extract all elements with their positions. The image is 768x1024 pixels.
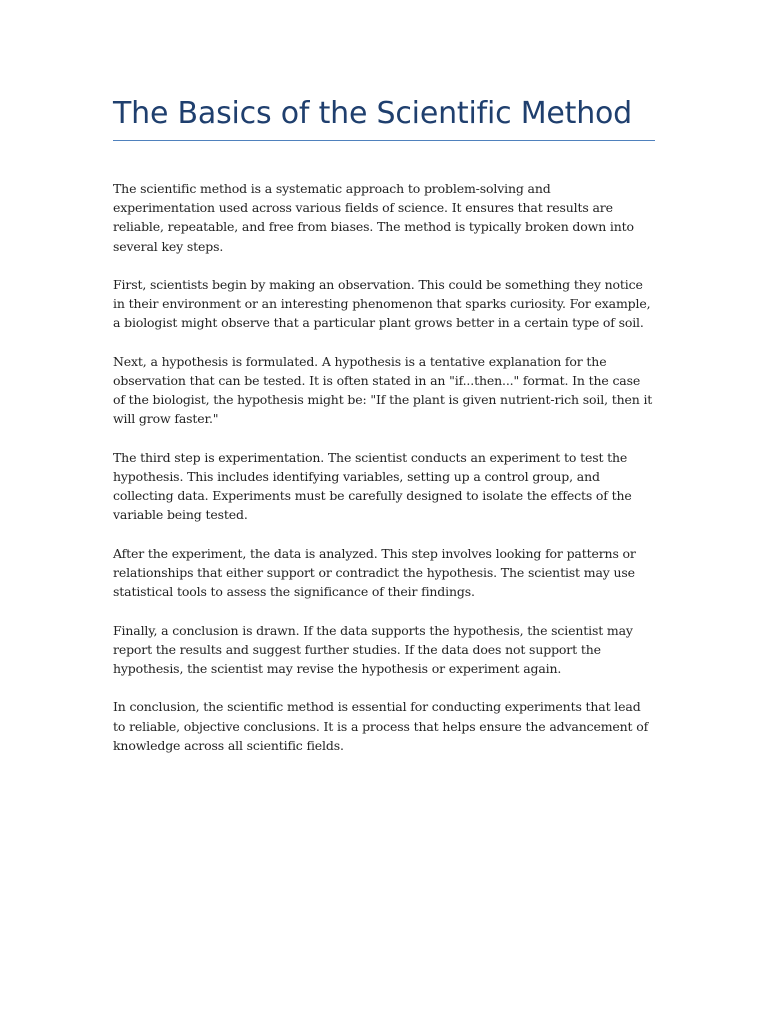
- document-body: [113, 179, 655, 755]
- paragraph-experimentation: The third step is experimentation. The scientist conducts an experiment to test the hypothesis. This includes identifying variables, setting up a control group, and collecting data. Experiments must be carefully designed to isolate the effects of the variable being tested.: [113, 449, 632, 523]
- title-underline: [113, 140, 655, 141]
- paragraph-summary: In conclusion, the scientific method is essential for conducting experiments that lead to reliable, objective conclusions. It is a process that helps ensure the advancement of knowledge across all scientific fields.: [113, 699, 649, 753]
- paragraph-analysis: After the experiment, the data is analyzed. This step involves looking for patterns or relationships that either support or contradict the hypothesis. The scientist may use statistical tools to assess the significance of their findings.: [113, 545, 636, 600]
- document-title: The Basics of the Scientific Method: [113, 96, 633, 131]
- paragraph-intro: The scientific method is a systematic approach to problem-solving and experimentation used across various fields of science. It ensures that results are reliable, repeatable, and free from biases. The method is typically broken down into several key steps.: [113, 181, 634, 254]
- paragraph-hypothesis: Next, a hypothesis is formulated. A hypothesis is a tentative explanation for the observation that can be tested. It is often stated in an "if...then..." format. In the case of the biologist, the hypothesis might be: "If the plant is given nutrient-rich soil, then it will grow faster.": [113, 353, 653, 427]
- document-page: [113, 92, 655, 774]
- paragraph-observation: First, scientists begin by making an observation. This could be something they notice in their environment or an interesting phenomenon that sparks curiosity. For example, a biologist might observe that a particular plant grows better in a certain type of soil.: [113, 277, 651, 331]
- paragraph-conclusion-step: Finally, a conclusion is drawn. If the data supports the hypothesis, the scientist may report the results and suggest further studies. If the data does not support the hypothesis, the scientist may revise the hypothesis or experiment again.: [113, 622, 633, 676]
